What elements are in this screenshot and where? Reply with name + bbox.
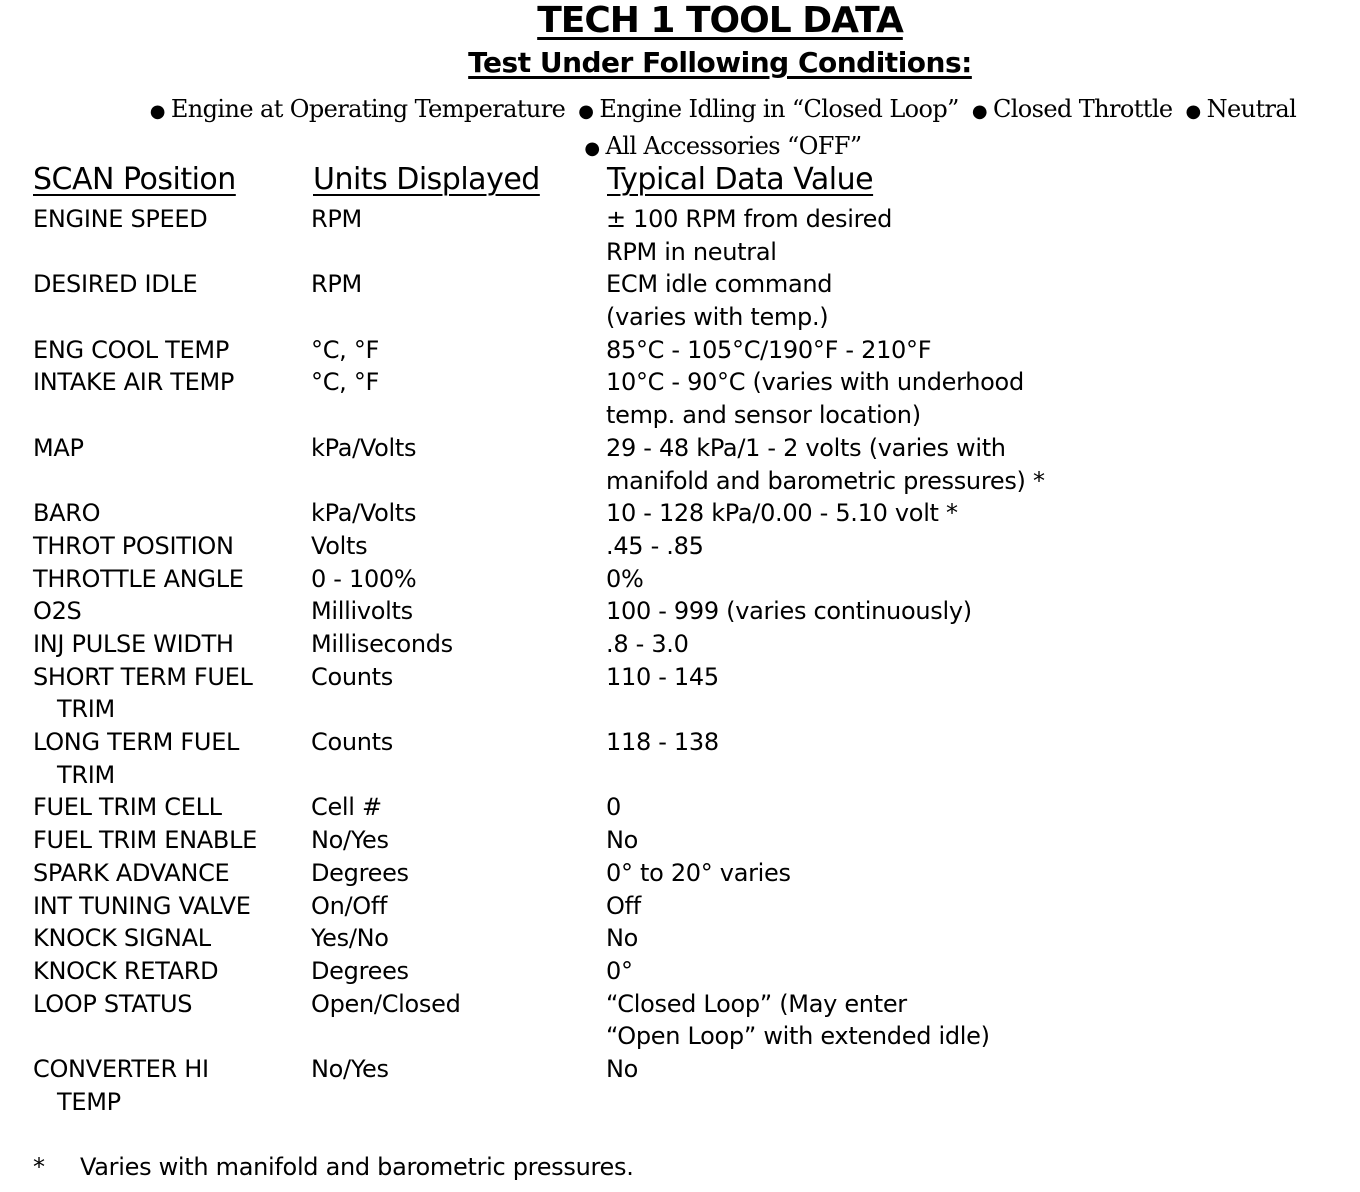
typical-value-line: No: [606, 1054, 639, 1083]
table-row: [0, 530, 1360, 563]
typical-value: [606, 661, 719, 694]
table-row: [0, 890, 1360, 923]
scan-position: [33, 791, 222, 824]
bullet-icon: ●: [149, 101, 165, 122]
scan-position: [33, 432, 84, 465]
typical-value: [606, 595, 972, 628]
typical-value: [606, 791, 621, 824]
scan-position-line: SHORT TERM FUEL: [33, 662, 253, 691]
scan-position-line: INJ PULSE WIDTH: [33, 630, 234, 658]
units-displayed: [311, 563, 416, 596]
units-displayed: [311, 203, 362, 236]
table-row: [0, 661, 1360, 726]
typical-value-line: “Open Loop” with extended idle): [606, 1022, 990, 1051]
typical-value: [606, 955, 633, 988]
typical-value-line: .8 - 3.0: [606, 630, 689, 658]
scan-position: [33, 366, 234, 399]
test-conditions: [80, 92, 1360, 166]
units-displayed-line: No/Yes: [311, 1054, 389, 1083]
typical-value: [606, 988, 990, 1053]
footnote-mark: *: [33, 1153, 45, 1181]
scan-position-line: TEMP: [57, 1087, 121, 1116]
scan-position: [33, 1053, 209, 1118]
typical-value-line: RPM in neutral: [606, 237, 777, 266]
scan-position: [33, 497, 100, 530]
typical-value-line: “Closed Loop” (May enter: [606, 989, 907, 1018]
units-displayed-line: On/Off: [311, 891, 388, 920]
units-displayed-line: 0 - 100%: [311, 564, 417, 593]
scan-position: [33, 988, 192, 1021]
units-displayed-line: RPM: [311, 205, 362, 233]
units-displayed-line: °C, °F: [311, 368, 380, 397]
scan-position-line: ENGINE SPEED: [33, 205, 208, 233]
bullet-icon: ●: [578, 101, 594, 122]
table-row: [0, 1053, 1360, 1118]
units-displayed-line: Degrees: [311, 956, 409, 985]
typical-value-line: ECM idle command: [606, 270, 833, 299]
scan-position: [33, 824, 257, 857]
typical-value: [606, 268, 832, 333]
units-displayed: [311, 268, 362, 301]
scan-position-line: KNOCK SIGNAL: [33, 924, 211, 953]
units-displayed: [311, 922, 389, 955]
bullet-icon: ●: [971, 101, 987, 122]
scan-position: [33, 530, 234, 563]
scan-position-line: INT TUNING VALVE: [33, 891, 251, 920]
scan-position-line: LOOP STATUS: [33, 989, 193, 1018]
header-typical-data-value: Typical Data Value: [607, 162, 874, 197]
typical-value-line: ± 100 RPM from desired: [606, 205, 893, 233]
typical-value: [606, 334, 931, 367]
scan-position-line: FUEL TRIM CELL: [33, 793, 222, 822]
table-row: [0, 563, 1360, 596]
table-row: [0, 922, 1360, 955]
scan-position-line: SPARK ADVANCE: [33, 858, 230, 887]
table-row: [0, 726, 1360, 791]
typical-value: [606, 366, 1024, 431]
units-displayed: [311, 988, 461, 1021]
units-displayed-line: Milliseconds: [311, 630, 453, 658]
table-row: [0, 497, 1360, 530]
typical-value: [606, 530, 704, 563]
scan-position-line: BARO: [33, 499, 101, 528]
table-row: [0, 988, 1360, 1053]
scan-position-line: INTAKE AIR TEMP: [33, 368, 235, 397]
scan-position: [33, 955, 218, 988]
condition: Engine at Operating Temperature: [170, 95, 566, 123]
condition: Neutral: [1206, 95, 1297, 123]
footnote: [33, 1153, 634, 1181]
units-displayed-line: Open/Closed: [311, 989, 461, 1018]
typical-value-line: 29 - 48 kPa/1 - 2 volts (varies with: [606, 433, 1006, 462]
typical-value: [606, 857, 791, 890]
scan-position: [33, 563, 244, 596]
typical-value-line: 10°C - 90°C (varies with underhood: [606, 368, 1024, 397]
scan-position: [33, 857, 229, 890]
table-row: [0, 857, 1360, 890]
condition: Closed Throttle: [992, 95, 1173, 123]
units-displayed: [311, 530, 367, 563]
scan-position: [33, 334, 229, 367]
typical-value: [606, 922, 638, 955]
table-row: [0, 268, 1360, 333]
table-row: [0, 595, 1360, 628]
units-displayed: [311, 890, 387, 923]
scan-position-line: TRIM: [57, 760, 115, 789]
units-displayed: [311, 824, 389, 857]
table-row: [0, 203, 1360, 268]
header-scan-position: SCAN Position: [33, 162, 236, 197]
scan-position: [33, 890, 251, 923]
typical-value-line: 100 - 999 (varies continuously): [606, 597, 972, 626]
units-displayed: [311, 791, 382, 824]
units-displayed-line: No/Yes: [311, 826, 389, 855]
condition: All Accessories “OFF”: [605, 132, 862, 160]
typical-value-line: 10 - 128 kPa/0.00 - 5.10 volt *: [606, 499, 958, 528]
table-row: [0, 366, 1360, 431]
typical-value: [606, 497, 958, 530]
bullet-icon: ●: [584, 138, 600, 159]
units-displayed: [311, 334, 379, 367]
scan-position: [33, 726, 239, 791]
typical-value: [606, 628, 689, 661]
units-displayed-line: Volts: [311, 531, 368, 560]
typical-value-line: 118 - 138: [606, 728, 719, 757]
units-displayed-line: Yes/No: [311, 924, 389, 953]
scan-position-line: CONVERTER HI: [33, 1054, 209, 1083]
typical-value-line: (varies with temp.): [606, 303, 829, 332]
units-displayed: [311, 857, 409, 890]
units-displayed-line: Counts: [311, 728, 393, 757]
table-row: [0, 791, 1360, 824]
typical-value: [606, 824, 638, 857]
typical-value: [606, 726, 719, 759]
typical-value-line: 0° to 20° varies: [606, 858, 791, 887]
units-displayed: [311, 955, 409, 988]
typical-value-line: Off: [606, 891, 641, 920]
scan-position-line: O2S: [33, 597, 82, 626]
scan-position: [33, 595, 82, 628]
footnote-text: Varies with manifold and barometric pressures.: [80, 1153, 634, 1181]
data-table: [0, 203, 1360, 1118]
scan-position-line: KNOCK RETARD: [33, 956, 219, 985]
table-row: [0, 824, 1360, 857]
typical-value-line: 110 - 145: [606, 662, 719, 691]
scan-position-line: ENG COOL TEMP: [33, 335, 229, 364]
scan-position-line: THROT POSITION: [33, 531, 234, 560]
scan-position-line: FUEL TRIM ENABLE: [33, 826, 258, 855]
units-displayed: [311, 726, 393, 759]
table-row: [0, 432, 1360, 497]
table-row: [0, 334, 1360, 367]
units-displayed-line: kPa/Volts: [311, 499, 417, 528]
units-displayed: [311, 432, 416, 465]
units-displayed: [311, 595, 413, 628]
scan-position: [33, 268, 197, 301]
units-displayed-line: Degrees: [311, 858, 409, 887]
scan-position: [33, 203, 207, 236]
table-row: [0, 955, 1360, 988]
typical-value-line: 0: [606, 793, 621, 822]
units-displayed: [311, 366, 379, 399]
scan-position-line: MAP: [33, 433, 84, 462]
table-row: [0, 628, 1360, 661]
header-units-displayed: Units Displayed: [313, 162, 540, 197]
units-displayed-line: °C, °F: [311, 335, 380, 364]
units-displayed: [311, 628, 453, 661]
typical-value-line: .45 - .85: [606, 531, 704, 560]
typical-value-line: 85°C - 105°C/190°F - 210°F: [606, 335, 932, 364]
scan-position-line: THROTTLE ANGLE: [33, 564, 244, 593]
units-displayed-line: Cell #: [311, 793, 382, 822]
scan-position-line: DESIRED IDLE: [33, 270, 198, 299]
typical-value-line: temp. and sensor location): [606, 401, 921, 430]
typical-value: [606, 563, 643, 596]
scan-position: [33, 922, 211, 955]
scan-position-line: TRIM: [57, 695, 115, 724]
units-displayed: [311, 497, 416, 530]
scan-position: [33, 661, 253, 726]
typical-value: [606, 432, 1045, 497]
scan-position: [33, 628, 234, 661]
typical-value-line: manifold and barometric pressures) *: [606, 466, 1045, 495]
units-displayed-line: kPa/Volts: [311, 433, 417, 462]
typical-value-line: No: [606, 826, 639, 855]
typical-value-line: No: [606, 924, 639, 953]
units-displayed-line: Counts: [311, 662, 393, 691]
page-title: TECH 1 TOOL DATA: [537, 0, 903, 41]
typical-value: [606, 1053, 638, 1086]
units-displayed: [311, 1053, 389, 1086]
scan-position-line: LONG TERM FUEL: [33, 728, 240, 757]
units-displayed-line: Millivolts: [311, 597, 413, 626]
units-displayed-line: RPM: [311, 270, 362, 299]
typical-value-line: 0°: [606, 956, 633, 985]
page-subtitle: Test Under Following Conditions:: [468, 46, 972, 79]
bullet-icon: ●: [1185, 101, 1201, 122]
typical-value: [606, 890, 641, 923]
condition: Engine Idling in “Closed Loop”: [599, 95, 959, 123]
typical-value: [606, 203, 892, 268]
typical-value-line: 0%: [606, 564, 644, 593]
units-displayed: [311, 661, 393, 694]
